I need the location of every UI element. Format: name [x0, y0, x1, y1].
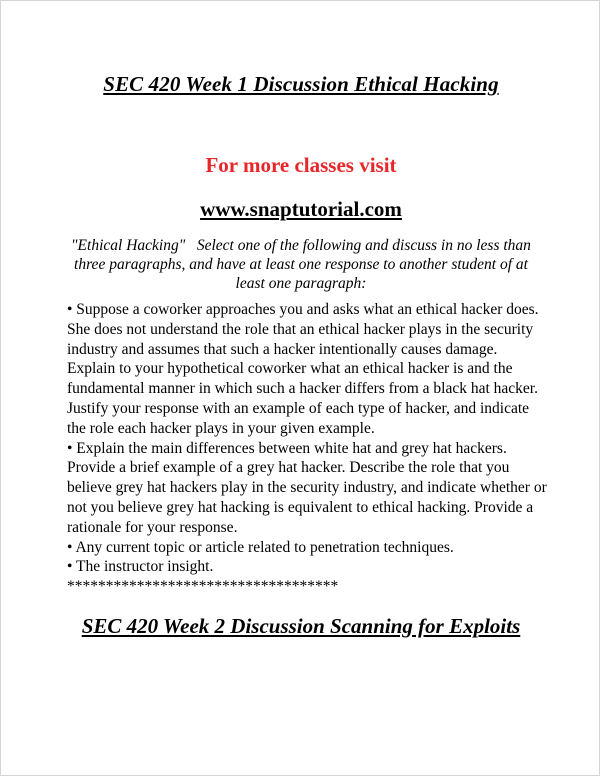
list-item: • The instructor insight.: [67, 558, 214, 576]
website-link[interactable]: www.snaptutorial.com: [200, 197, 402, 221]
heading-week2: SEC 420 Week 2 Discussion Scanning for Exploits: [81, 614, 521, 638]
separator-line: ***********************************: [67, 578, 339, 596]
promo-text: For more classes visit: [205, 153, 397, 177]
intro-paragraph: "Ethical Hacking" Select one of the following and discuss in no less than three paragraphs, and have at least one response to another student of at least one paragraph:: [71, 237, 535, 292]
heading-week1: SEC 420 Week 1 Discussion Ethical Hacking: [103, 72, 499, 96]
question-list: [67, 300, 547, 597]
list-item: • Explain the main differences between white hat and grey hat hackers. Provide a brief example of a grey hat hacker. Describe the role that you believe grey hat hackers play in the security industry, and indicate whether or not you believe grey hat hacking is equivalent to ethical hacking. Provide a rationale for your response.: [67, 439, 547, 536]
list-item: • Any current topic or article related to penetration techniques.: [67, 538, 454, 556]
list-item: • Suppose a coworker approaches you and asks what an ethical hacker does. She does not understand the role that an ethical hacker plays in the security industry and assumes that such a hacker intentionally causes damage. Explain to your hypothetical coworker what an ethical hacker is and the fundamental manner in which such a hacker differs from a black hat hacker. Justify your response with an example of each type of hacker, and indicate the role each hacker plays in your given example.: [67, 301, 539, 437]
